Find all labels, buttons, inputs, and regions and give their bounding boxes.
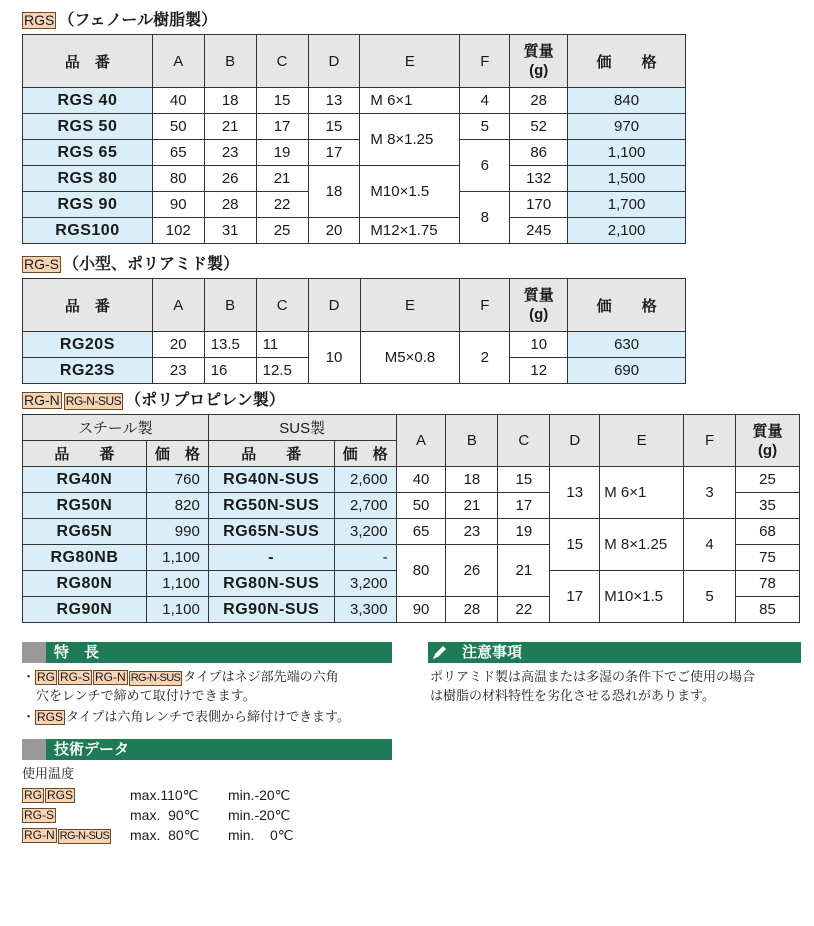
rg-s-h-a: A xyxy=(152,279,204,332)
dim-a: 90 xyxy=(396,597,446,623)
rgs-section-title xyxy=(22,10,217,30)
rgs-title: （フェノール樹脂製） xyxy=(58,10,218,29)
price: 1,500 xyxy=(568,166,686,192)
tech-band xyxy=(22,739,392,760)
rg-n-sus-tag: RG-N-SUS xyxy=(130,672,181,684)
rg-s-h-c: C xyxy=(256,279,308,332)
sus-part-number: - xyxy=(208,545,334,571)
dim-a: 50 xyxy=(152,114,204,140)
caution-title: 注意事項 xyxy=(462,643,523,661)
dim-c: 19 xyxy=(498,519,550,545)
features-line-2-text: タイプは六角レンチで表側から締付けできます。 xyxy=(66,710,351,725)
price: 760 xyxy=(146,467,208,493)
rgn-spec-table xyxy=(22,414,800,623)
dim-c: 22 xyxy=(498,597,550,623)
price: 840 xyxy=(568,88,686,114)
part-number: RGS 90 xyxy=(23,192,153,218)
features-line-2 xyxy=(22,708,350,727)
price: 1,100 xyxy=(146,597,208,623)
dim-d: 20 xyxy=(308,218,360,244)
price: 690 xyxy=(568,358,686,384)
part-number: RGS 50 xyxy=(23,114,153,140)
rg-s-spec-table xyxy=(22,278,686,384)
dim-b: 28 xyxy=(446,597,498,623)
rg-s-tag: RG-S xyxy=(24,256,59,272)
sus-part-number: RG40N-SUS xyxy=(208,467,334,493)
dim-b: 23 xyxy=(446,519,498,545)
rg-s-tag: RG-S xyxy=(60,670,91,684)
rg-s-tag: RG-S xyxy=(24,808,54,822)
dim-b: 28 xyxy=(204,192,256,218)
table-row xyxy=(23,519,800,545)
price: 990 xyxy=(146,519,208,545)
part-number: RGS100 xyxy=(23,218,153,244)
features-title: 特 長 xyxy=(54,643,100,661)
dim-f: 2 xyxy=(460,332,510,384)
sus-price: 3,200 xyxy=(334,571,396,597)
rgs-tag: RGS xyxy=(47,788,74,802)
weight: 10 xyxy=(510,332,568,358)
rg-n-tag: RG-N xyxy=(24,828,55,842)
dim-f: 5 xyxy=(684,571,736,623)
rgn-h-f: F xyxy=(684,415,736,467)
part-number: RGS 40 xyxy=(23,88,153,114)
rgn-h-steel: スチール製 xyxy=(23,415,209,441)
weight: 245 xyxy=(510,218,568,244)
temp-min-2: min.-20℃ xyxy=(228,807,291,823)
rgn-h-sus-price: 価 格 xyxy=(334,441,396,467)
features-line-1 xyxy=(22,668,339,687)
rgn-h-steel-pn: 品 番 xyxy=(23,441,147,467)
rg-n-tag: RG-N xyxy=(24,392,60,408)
dim-a: 102 xyxy=(152,218,204,244)
dim-a: 80 xyxy=(396,545,446,597)
weight: 52 xyxy=(510,114,568,140)
dim-f: 3 xyxy=(684,467,736,519)
dim-c: 12.5 xyxy=(256,358,308,384)
dim-d: 15 xyxy=(550,519,600,571)
caution-line-2: は樹脂の材料特性を劣化させる恐れがあります。 xyxy=(430,689,715,704)
dim-d: 17 xyxy=(308,140,360,166)
sus-part-number: RG90N-SUS xyxy=(208,597,334,623)
rgn-h-sus: SUS製 xyxy=(208,415,396,441)
part-number: RGS 65 xyxy=(23,140,153,166)
dim-f: 4 xyxy=(684,519,736,571)
dim-b: 16 xyxy=(204,358,256,384)
sus-part-number: RG65N-SUS xyxy=(208,519,334,545)
rgn-h-e: E xyxy=(600,415,684,467)
caution-line-1: ポリアミド製は高温または多湿の条件下でご使用の場合 xyxy=(430,670,756,685)
sus-price: 2,600 xyxy=(334,467,396,493)
rg-tag: RG xyxy=(24,788,42,802)
sus-price: - xyxy=(334,545,396,571)
rg-tag: RG xyxy=(37,670,56,684)
temp-max-2: max. 90℃ xyxy=(130,807,200,823)
weight: 170 xyxy=(510,192,568,218)
rg-s-h-g: 質量 (g) xyxy=(510,279,568,332)
rgs-h-price: 価 格 xyxy=(568,35,686,88)
dim-c: 17 xyxy=(498,493,550,519)
temp-row-rg-s xyxy=(22,806,57,825)
sus-price: 3,300 xyxy=(334,597,396,623)
dim-c: 22 xyxy=(256,192,308,218)
dim-b: 23 xyxy=(204,140,256,166)
table-row xyxy=(23,166,686,192)
dim-b: 18 xyxy=(446,467,498,493)
dim-b: 18 xyxy=(204,88,256,114)
dim-d: 17 xyxy=(550,571,600,623)
rgs-tag: RGS xyxy=(24,12,55,28)
dim-b: 26 xyxy=(446,545,498,597)
table-row xyxy=(23,140,686,166)
dim-a: 20 xyxy=(152,332,204,358)
price: 2,100 xyxy=(568,218,686,244)
rgs-h-d: D xyxy=(308,35,360,88)
thread-e: M 6×1 xyxy=(600,467,684,519)
caution-band xyxy=(428,642,801,663)
price: 1,700 xyxy=(568,192,686,218)
temp-row-rg-rgs xyxy=(22,786,76,805)
rg-s-title: （小型、ポリアミド製） xyxy=(63,254,240,273)
price: 970 xyxy=(568,114,686,140)
rgn-h-sus-pn: 品 番 xyxy=(208,441,334,467)
thread-e: M5×0.8 xyxy=(360,332,460,384)
thread-e: M 6×1 xyxy=(360,88,460,114)
features-marker-icon xyxy=(22,642,46,663)
dim-b: 21 xyxy=(446,493,498,519)
bullet: ・ xyxy=(22,710,36,725)
dim-c: 21 xyxy=(256,166,308,192)
thread-e: M10×1.5 xyxy=(360,166,460,218)
dim-f: 4 xyxy=(460,88,510,114)
dim-a: 90 xyxy=(152,192,204,218)
rgs-s-section-title xyxy=(22,254,239,274)
part-number: RG90N xyxy=(23,597,147,623)
part-number: RG50N xyxy=(23,493,147,519)
features-line-1-text: タイプはネジ部先端の六角 xyxy=(183,670,339,685)
dim-f: 6 xyxy=(460,140,510,192)
part-number: RG80N xyxy=(23,571,147,597)
sus-price: 3,200 xyxy=(334,519,396,545)
part-number: RG40N xyxy=(23,467,147,493)
features-line-1-cont: 穴をレンチで締めて取付けできます。 xyxy=(36,689,256,704)
weight: 78 xyxy=(736,571,800,597)
weight: 35 xyxy=(736,493,800,519)
rgn-h-steel-price: 価 格 xyxy=(146,441,208,467)
dim-a: 40 xyxy=(152,88,204,114)
table-row xyxy=(23,332,686,358)
dim-c: 25 xyxy=(256,218,308,244)
sus-part-number: RG80N-SUS xyxy=(208,571,334,597)
features-band xyxy=(22,642,392,663)
rgs-h-b: B xyxy=(204,35,256,88)
dim-a: 23 xyxy=(152,358,204,384)
dim-c: 19 xyxy=(256,140,308,166)
rgs-h-e: E xyxy=(360,35,460,88)
rg-s-h-e: E xyxy=(360,279,460,332)
rgs-h-f: F xyxy=(460,35,510,88)
tech-title: 技術データ xyxy=(54,740,130,758)
temp-min-1: min.-20℃ xyxy=(228,787,291,803)
rgs-h-g: 質量 (g) xyxy=(510,35,568,88)
rgn-title: （ポリプロピレン製） xyxy=(125,390,285,409)
pencil-icon xyxy=(428,642,452,663)
thread-e: M 8×1.25 xyxy=(360,114,460,166)
table-row xyxy=(23,467,800,493)
thread-e: M10×1.5 xyxy=(600,571,684,623)
rgs-h-c: C xyxy=(256,35,308,88)
temp-max-3: max. 80℃ xyxy=(130,827,200,843)
rg-n-sus-tag: RG-N-SUS xyxy=(65,394,122,408)
price: 630 xyxy=(568,332,686,358)
dim-d: 18 xyxy=(308,166,360,218)
dim-a: 40 xyxy=(396,467,446,493)
weight: 132 xyxy=(510,166,568,192)
rgn-h-a: A xyxy=(396,415,446,467)
thread-e: M 8×1.25 xyxy=(600,519,684,571)
weight: 12 xyxy=(510,358,568,384)
temp-min-3: min. 0℃ xyxy=(228,827,294,843)
rgs-tag: RGS xyxy=(37,710,64,724)
rgn-h-g: 質量 (g) xyxy=(736,415,800,467)
price: 1,100 xyxy=(568,140,686,166)
temp-max-1: max.110℃ xyxy=(130,787,199,803)
weight: 25 xyxy=(736,467,800,493)
sus-price: 2,700 xyxy=(334,493,396,519)
dim-b: 13.5 xyxy=(204,332,256,358)
dim-c: 15 xyxy=(498,467,550,493)
dim-c: 21 xyxy=(498,545,550,597)
rgs-h-pn: 品 番 xyxy=(23,35,153,88)
dim-c: 17 xyxy=(256,114,308,140)
part-number: RG65N xyxy=(23,519,147,545)
tech-marker-icon xyxy=(22,739,46,760)
dim-a: 50 xyxy=(396,493,446,519)
dim-d: 10 xyxy=(308,332,360,384)
rg-s-h-price: 価 格 xyxy=(568,279,686,332)
dim-d: 15 xyxy=(308,114,360,140)
table-row xyxy=(23,114,686,140)
rgs-h-a: A xyxy=(152,35,204,88)
rg-s-h-f: F xyxy=(460,279,510,332)
dim-b: 26 xyxy=(204,166,256,192)
dim-d: 13 xyxy=(308,88,360,114)
weight: 85 xyxy=(736,597,800,623)
rgn-h-b: B xyxy=(446,415,498,467)
part-number: RG80NB xyxy=(23,545,147,571)
temp-row-rg-n xyxy=(22,826,112,845)
part-number: RG23S xyxy=(23,358,153,384)
dim-d: 13 xyxy=(550,467,600,519)
rg-n-tag: RG-N xyxy=(95,670,126,684)
dim-f: 8 xyxy=(460,192,510,244)
dim-c: 15 xyxy=(256,88,308,114)
rg-s-h-b: B xyxy=(204,279,256,332)
rgn-section-title xyxy=(22,390,285,410)
price: 820 xyxy=(146,493,208,519)
table-row xyxy=(23,88,686,114)
dim-a: 65 xyxy=(396,519,446,545)
rgn-header-row-1 xyxy=(23,415,800,441)
rg-s-h-d: D xyxy=(308,279,360,332)
part-number: RGS 80 xyxy=(23,166,153,192)
sus-part-number: RG50N-SUS xyxy=(208,493,334,519)
rgs-spec-table xyxy=(22,34,686,244)
weight: 86 xyxy=(510,140,568,166)
rgn-h-d: D xyxy=(550,415,600,467)
rgs-header-row xyxy=(23,35,686,88)
dim-b: 31 xyxy=(204,218,256,244)
dim-f: 5 xyxy=(460,114,510,140)
bullet: ・ xyxy=(22,670,36,685)
rg-s-header-row xyxy=(23,279,686,332)
weight: 28 xyxy=(510,88,568,114)
weight: 68 xyxy=(736,519,800,545)
rg-n-sus-tag: RG-N-SUS xyxy=(59,830,110,842)
thread-e: M12×1.75 xyxy=(360,218,460,244)
rg-s-h-pn: 品 番 xyxy=(23,279,153,332)
weight: 75 xyxy=(736,545,800,571)
rgn-h-c: C xyxy=(498,415,550,467)
dim-c: 11 xyxy=(256,332,308,358)
dim-a: 65 xyxy=(152,140,204,166)
price: 1,100 xyxy=(146,571,208,597)
temp-label: 使用温度 xyxy=(22,767,75,782)
dim-b: 21 xyxy=(204,114,256,140)
table-row xyxy=(23,218,686,244)
part-number: RG20S xyxy=(23,332,153,358)
price: 1,100 xyxy=(146,545,208,571)
dim-a: 80 xyxy=(152,166,204,192)
